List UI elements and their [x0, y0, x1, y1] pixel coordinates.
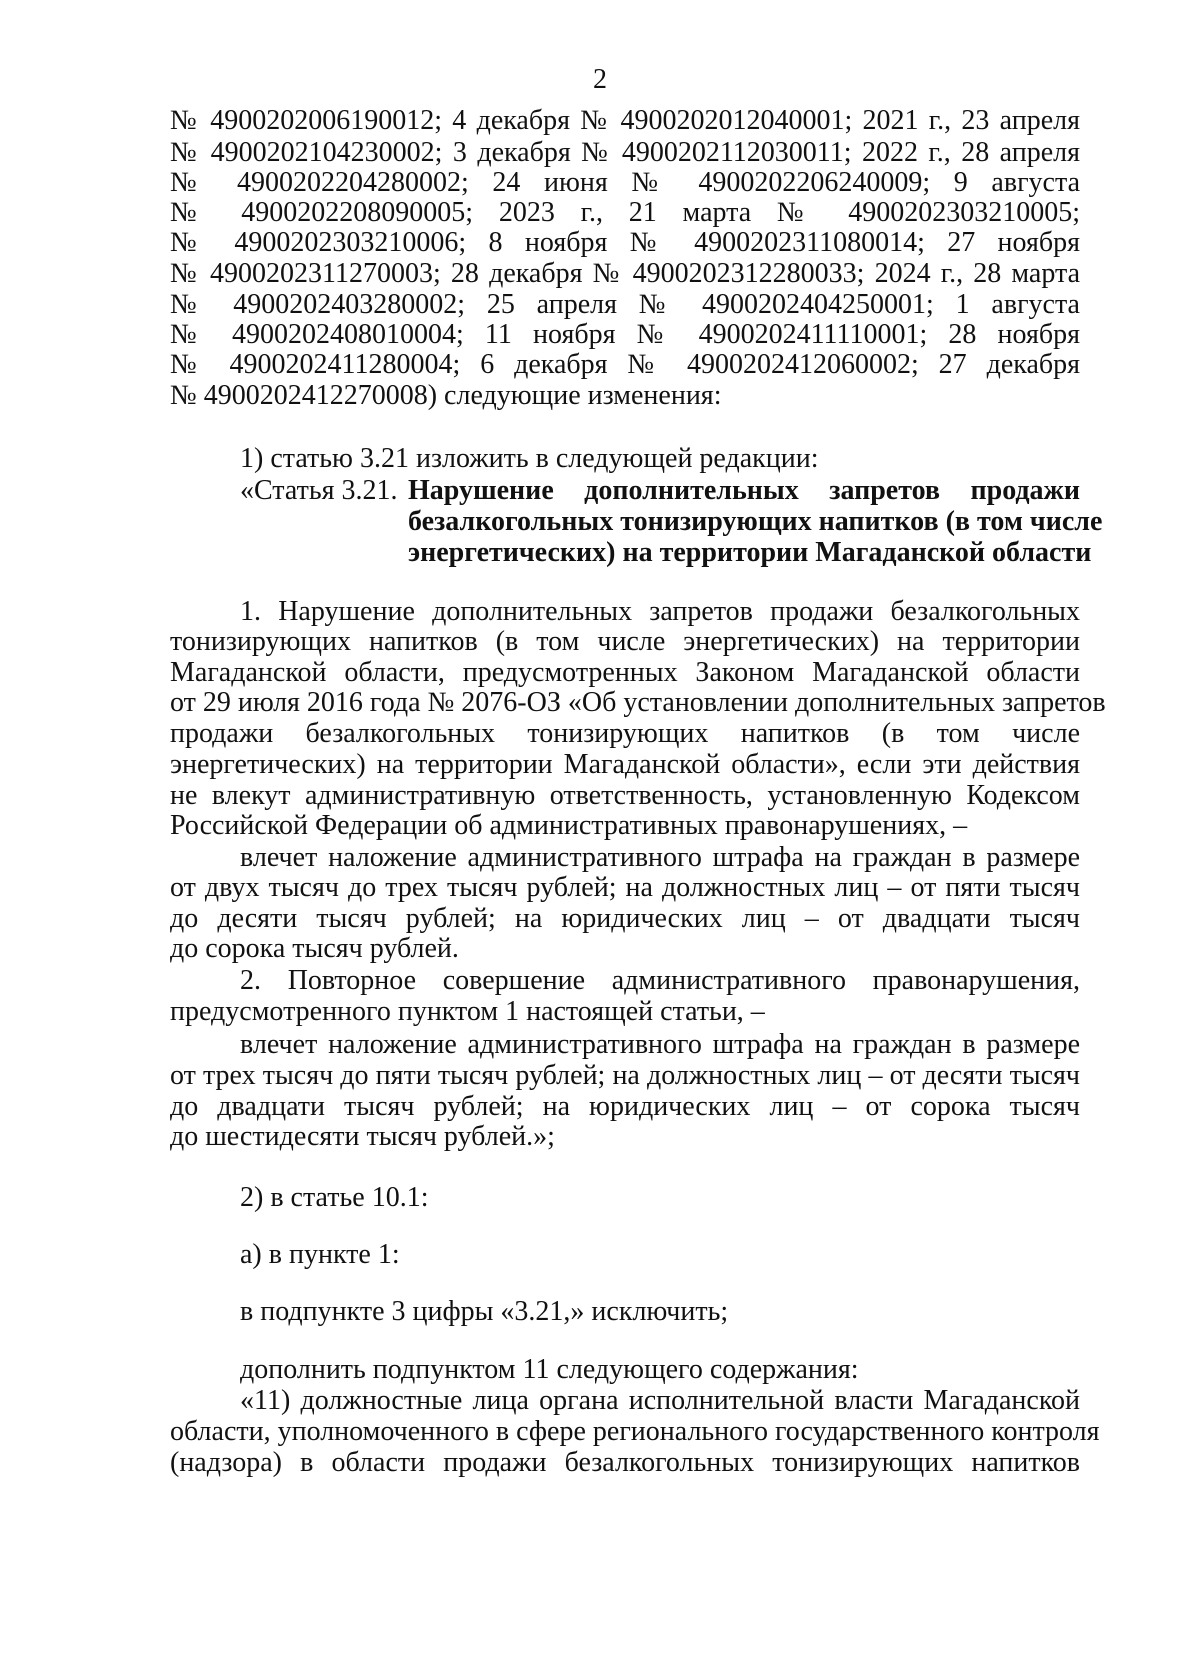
sanction-2-line: до шестидесяти тысяч рублей.»;: [170, 1121, 555, 1152]
article-title-line: Нарушение дополнительных запретов продажи: [408, 475, 1080, 506]
sanction-2-line: влечет наложение административного штрафа на граждан в размере: [240, 1029, 1080, 1060]
intro-line: № 4900202208090005; 2023 г., 21 марта № 4900202303210005;: [170, 197, 1080, 228]
item-2a: а) в пункте 1:: [240, 1239, 400, 1270]
subpoint-11-line: (надзора) в области продажи безалкогольных тонизирующих напитков: [170, 1447, 1080, 1478]
article-label: «Статья 3.21.: [240, 475, 398, 506]
sanction-2-line: до двадцати тысяч рублей; на юридических лиц – от сорока тысяч: [170, 1091, 1080, 1122]
paragraph-1-line: Российской Федерации об административных правонарушениях, –: [170, 810, 968, 841]
intro-line: № 4900202403280002; 25 апреля № 4900202404250001; 1 августа: [170, 289, 1080, 320]
sanction-1-line: от двух тысяч до трех тысяч рублей; на должностных лиц – от пяти тысяч: [170, 872, 1080, 903]
sanction-2-line: от трех тысяч до пяти тысяч рублей; на должностных лиц – от десяти тысяч: [170, 1060, 1080, 1091]
article-title-line: безалкогольных тонизирующих напитков (в том числе: [408, 506, 1103, 537]
subpoint-3: в подпункте 3 цифры «3.21,» исключить;: [240, 1296, 729, 1327]
intro-line: № 4900202311270003; 28 декабря № 4900202312280033; 2024 г., 28 марта: [170, 258, 1080, 289]
add-subpoint-11: дополнить подпунктом 11 следующего содержания:: [240, 1354, 859, 1385]
intro-line: № 4900202412270008) следующие изменения:: [170, 380, 722, 411]
intro-line: № 4900202104230002; 3 декабря № 4900202112030011; 2022 г., 28 апреля: [170, 137, 1080, 168]
paragraph-1-line: тонизирующих напитков (в том числе энергетических) на территории: [170, 626, 1080, 657]
article-title-line: энергетических) на территории Магаданской области: [408, 537, 1092, 568]
intro-line: № 4900202006190012; 4 декабря № 4900202012040001; 2021 г., 23 апреля: [170, 105, 1080, 136]
page-number: 2: [593, 64, 607, 95]
intro-line: № 4900202303210006; 8 ноября № 4900202311080014; 27 ноября: [170, 227, 1080, 258]
paragraph-1-line: не влекут административную ответственность, установленную Кодексом: [170, 780, 1080, 811]
sanction-1-line: до десяти тысяч рублей; на юридических лиц – от двадцати тысяч: [170, 903, 1080, 934]
paragraph-1-line: энергетических) на территории Магаданской области», если эти действия: [170, 749, 1080, 780]
paragraph-2-line: предусмотренного пунктом 1 настоящей статьи, –: [170, 996, 765, 1027]
item-1: 1) статью 3.21 изложить в следующей редакции:: [240, 443, 819, 474]
paragraph-1-line: продажи безалкогольных тонизирующих напитков (в том числе: [170, 718, 1080, 749]
sanction-1-line: влечет наложение административного штрафа на граждан в размере: [240, 842, 1080, 873]
sanction-1-line: до сорока тысяч рублей.: [170, 933, 459, 964]
paragraph-1-line: Магаданской области, предусмотренных Законом Магаданской области: [170, 657, 1080, 688]
subpoint-11-line: области, уполномоченного в сфере регионального государственного контроля: [170, 1416, 1100, 1447]
intro-line: № 4900202411280004; 6 декабря № 4900202412060002; 27 декабря: [170, 349, 1080, 380]
intro-line: № 4900202204280002; 24 июня № 4900202206240009; 9 августа: [170, 167, 1080, 198]
paragraph-1-line: 1. Нарушение дополнительных запретов продажи безалкогольных: [240, 596, 1080, 627]
item-2: 2) в статье 10.1:: [240, 1182, 429, 1213]
paragraph-2-line: 2. Повторное совершение административного правонарушения,: [240, 965, 1080, 996]
paragraph-1-line: от 29 июля 2016 года № 2076-ОЗ «Об установлении дополнительных запретов: [170, 687, 1106, 718]
subpoint-11-line: «11) должностные лица органа исполнительной власти Магаданской: [240, 1385, 1080, 1416]
intro-line: № 4900202408010004; 11 ноября № 4900202411110001; 28 ноября: [170, 319, 1080, 350]
